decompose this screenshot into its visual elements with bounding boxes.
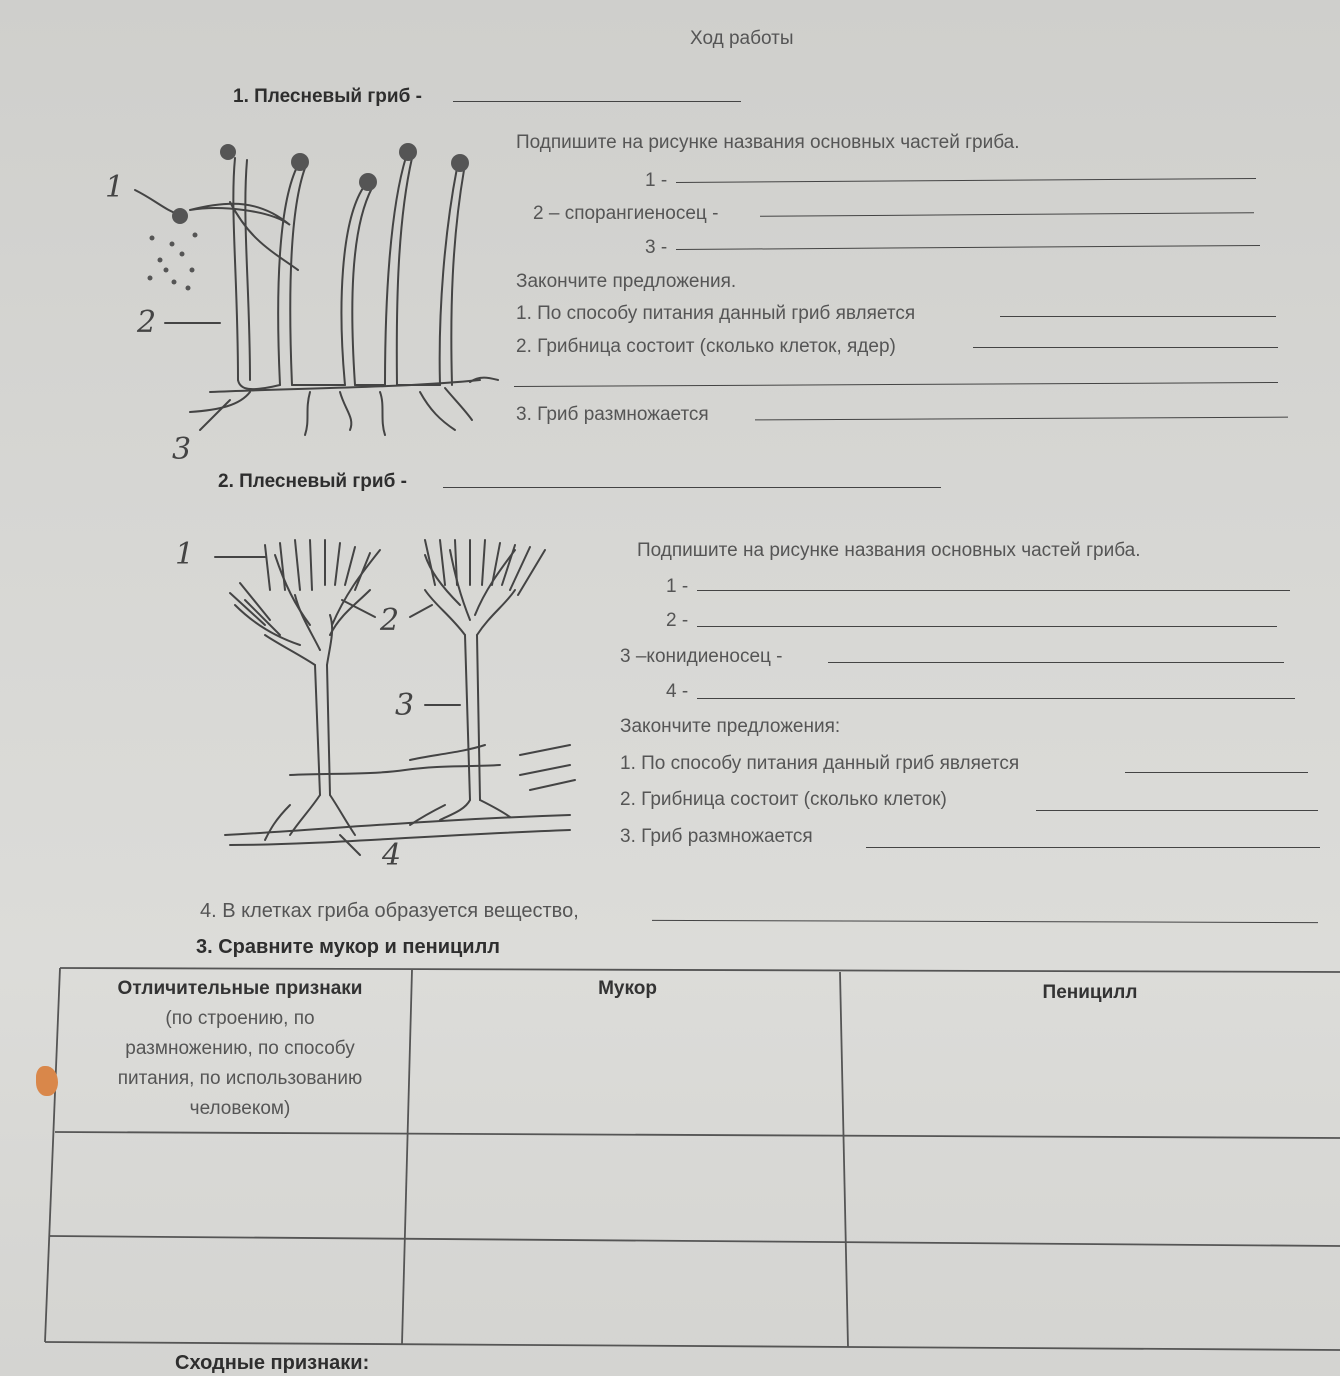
section1-instruction: Подпишите на рисунке названия основных частей гриба.: [516, 132, 1020, 153]
section2-sentence-3: 3. Гриб размножается: [620, 826, 813, 847]
penicillium-label-3: 3: [395, 688, 415, 723]
section2-instruction: Подпишите на рисунке названия основных частей гриба.: [637, 540, 1141, 561]
section3-footer: Сходные признаки:: [175, 1352, 370, 1374]
table-header-features-sub-1: (по строению, по: [165, 1008, 315, 1029]
penicillium-label-2: 2: [380, 603, 400, 638]
section1-part-2: 2 – спорангиеносец -: [533, 203, 719, 224]
mucor-label-3: 3: [172, 432, 192, 467]
section2-sentence-2: 2. Грибница состоит (сколько клеток): [620, 789, 947, 810]
section2-part-4: 4 -: [666, 681, 689, 702]
page-title: Ход работы: [690, 28, 794, 49]
section2-part-2: 2 -: [666, 610, 689, 631]
section2-part-3: 3 –конидиеносец -: [620, 646, 783, 667]
table-header-features-sub-4: человеком): [189, 1098, 291, 1119]
section1-sentence-1: 1. По способу питания данный гриб является: [516, 303, 916, 324]
section1-sentence-2: 2. Грибница состоит (сколько клеток, ядер): [516, 336, 896, 357]
section1-part-3: 3 -: [645, 237, 668, 258]
section1-part-1: 1 -: [645, 170, 668, 191]
section2-sentence-1: 1. По способу питания данный гриб является: [620, 753, 1020, 774]
section2-finish-heading: Закончите предложения:: [620, 716, 841, 737]
section3-heading: 3. Сравните мукор и пеницилл: [196, 936, 500, 958]
table-header-mucor: Мукор: [598, 978, 657, 999]
table-header-penicillium: Пеницилл: [1042, 982, 1138, 1003]
table-header-features-title: Отличительные признаки: [117, 978, 363, 999]
table-header-features-sub-2: размножению, по способу: [125, 1038, 355, 1059]
mucor-label-2: 2: [137, 305, 157, 340]
section1-sentence-3: 3. Гриб размножается: [516, 404, 709, 425]
penicillium-label-4: 4: [382, 838, 402, 873]
section2-part-1: 1 -: [666, 576, 689, 597]
table-header-features-sub-3: питания, по использованию: [117, 1068, 363, 1089]
section2-sentence-4: 4. В клетках гриба образуется вещество,: [200, 900, 579, 922]
section1-finish-heading: Закончите предложения.: [516, 271, 737, 292]
penicillium-label-1: 1: [175, 537, 195, 572]
page-stain: [36, 1066, 58, 1096]
section2-heading: 2. Плесневый гриб -: [218, 471, 407, 492]
table-header-features: [70, 974, 410, 1124]
mucor-label-1: 1: [105, 170, 125, 205]
section1-heading: 1. Плесневый гриб -: [233, 86, 422, 107]
